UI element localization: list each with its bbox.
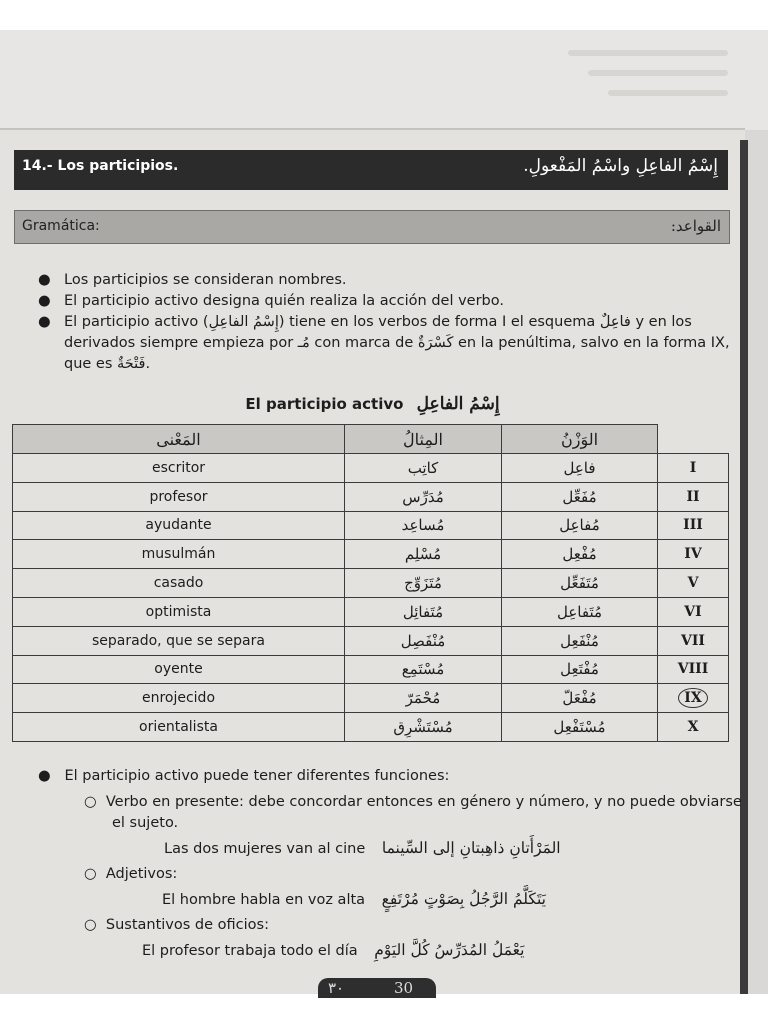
circled-form-mark: IX (678, 688, 707, 708)
example-spanish: El hombre habla en voz alta (162, 892, 366, 908)
grammar-bullet-list (38, 270, 732, 375)
table-row (13, 655, 729, 684)
cell-form: II (658, 482, 729, 511)
cell-meaning: profesor (13, 482, 345, 511)
chapter-title: 14.- Los participios. (22, 158, 179, 174)
page-number-arabic: ٣٠ (328, 979, 345, 997)
cell-meaning: optimista (13, 597, 345, 626)
bullet-item (38, 312, 732, 375)
functions-intro (38, 766, 449, 787)
page-number: 30 (394, 979, 414, 997)
bullet-item (38, 291, 732, 312)
example-arabic: يَتَكَلَّمُ الرَّجُلُ بِصَوْتٍ مُرْتَفِعٍ (381, 890, 546, 908)
faint-text-line (588, 70, 728, 76)
bullet-text-part: con marca de (314, 335, 414, 351)
arabic-term: فاعِلٌ (599, 314, 631, 330)
header-example (345, 425, 502, 454)
table-title-arabic: إِسْمُ الفاعِلِ (416, 394, 500, 414)
cell-example: مُتَفائِل (345, 597, 502, 626)
table-row (13, 569, 729, 598)
cell-example: مُتَزَوِّج (345, 569, 502, 598)
table-row (13, 713, 729, 742)
example-arabic: المَرْأَتانِ ذاهِبتانِ إلى السِّينما (381, 839, 561, 857)
cell-pattern: مُفاعِل (502, 511, 658, 540)
table-row (13, 454, 729, 483)
table-row (13, 684, 729, 713)
cell-pattern: مُنْفَعِل (502, 626, 658, 655)
function-label-text: Verbo en presente: debe concordar entonces en género y número, y no puede obviarse (105, 794, 742, 810)
cell-example: مُسْلِم (345, 540, 502, 569)
example-spanish: Las dos mujeres van al cine (164, 841, 366, 857)
cell-form (658, 684, 729, 713)
table-header-row (13, 425, 729, 454)
cell-meaning: orientalista (13, 713, 345, 742)
cell-pattern: مُتَفَعِّل (502, 569, 658, 598)
example-arabic: يَعْمَلُ المُدَرِّسُ كُلَّ اليَوْمِ (374, 941, 525, 959)
cell-meaning: separado, que se separa (13, 626, 345, 655)
bullet-icon: ● (38, 314, 51, 330)
cell-meaning: casado (13, 569, 345, 598)
bullet-text: El participio activo designa quién realiza la acción del verbo. (64, 293, 504, 309)
bullet-text-part: en la penúltima, salvo en la forma IX, que es (64, 335, 730, 372)
header-meaning-text: المَعْنى (156, 429, 201, 449)
function-label-text: Adjetivos: (105, 866, 178, 882)
bullet-icon: ● (38, 293, 51, 309)
chapter-title-arabic: إِسْمُ الفاعِلِ واسْمُ المَفْعولِ. (523, 156, 718, 176)
cell-form: VIII (658, 655, 729, 684)
table-row (13, 597, 729, 626)
cell-meaning: oyente (13, 655, 345, 684)
section-heading: Gramática: (22, 218, 100, 234)
cell-example: مُدَرِّس (345, 482, 502, 511)
cell-form: I (658, 454, 729, 483)
function-example (162, 889, 546, 911)
cell-form: III (658, 511, 729, 540)
cell-meaning: escritor (13, 454, 345, 483)
cell-pattern: مُفَعِّل (502, 482, 658, 511)
function-item-label-cont: el sujeto. (112, 815, 179, 831)
arabic-term: مُـ (297, 335, 310, 351)
function-example (164, 838, 561, 860)
cell-pattern: مُفْتَعِل (502, 655, 658, 684)
page-number-tab (318, 978, 436, 998)
table-row (13, 482, 729, 511)
cell-form: X (658, 713, 729, 742)
circle-bullet-icon: ○ (84, 917, 97, 933)
table-title (0, 394, 745, 414)
table-row (13, 511, 729, 540)
photo-background-top (0, 0, 768, 30)
participle-table (12, 424, 729, 742)
cell-pattern: مُتَفاعِل (502, 597, 658, 626)
bullet-text-part: . (145, 356, 151, 372)
cell-meaning: ayudante (13, 511, 345, 540)
faint-text-line (568, 50, 728, 56)
chapter-title-bar (14, 150, 728, 190)
functions-intro-text: El participio activo puede tener diferentes funciones: (64, 768, 450, 784)
bullet-icon: ● (38, 272, 51, 288)
photo-background-bottom (0, 994, 768, 1024)
bullet-item (38, 270, 732, 291)
cell-example: مُسْتَشْرِق (345, 713, 502, 742)
circle-bullet-icon: ○ (84, 866, 97, 882)
function-label-text: Sustantivos de oficios: (105, 917, 269, 933)
cell-pattern: مُفْعَلّ (502, 684, 658, 713)
bullet-icon: ● (38, 768, 51, 784)
function-item-label (84, 915, 269, 936)
bullet-text: Los participios se consideran nombres. (64, 272, 347, 288)
cell-example: مُسْتَمِع (345, 655, 502, 684)
cell-pattern: مُفْعِل (502, 540, 658, 569)
arabic-term: إِسْمُ الفاعِلِ (208, 314, 279, 330)
arabic-term: كَسْرَةٌ (417, 335, 454, 351)
header-pattern (502, 425, 658, 454)
cell-example: مُساعِد (345, 511, 502, 540)
bullet-text-part: y en los derivados siempre empieza por (64, 314, 692, 351)
faint-text-line (608, 90, 728, 96)
bullet-text-part: El participio activo ( (64, 314, 209, 330)
function-item-label (84, 792, 742, 813)
table-row (13, 626, 729, 655)
function-example (142, 940, 524, 962)
cell-pattern: مُسْتَفْعِل (502, 713, 658, 742)
function-item-label (84, 864, 177, 885)
header-pattern-text: الوَزْنُ (560, 429, 599, 449)
circle-bullet-icon: ○ (84, 794, 97, 810)
section-heading-bar (14, 210, 730, 244)
header-example-text: المِثالُ (403, 429, 443, 449)
cell-meaning: enrojecido (13, 684, 345, 713)
cell-example: مُحْمَرّ (345, 684, 502, 713)
cell-form: V (658, 569, 729, 598)
arabic-term: فَتْحَةٌ (117, 356, 146, 372)
section-heading-arabic: القواعد: (670, 217, 721, 235)
cell-form: VI (658, 597, 729, 626)
cell-form: VII (658, 626, 729, 655)
table-row (13, 540, 729, 569)
bullet-text-part: ) tiene en los verbos de forma I el esquema (278, 314, 596, 330)
cell-example: كاتِب (345, 454, 502, 483)
example-spanish: El profesor trabaja todo el día (142, 943, 358, 959)
cell-pattern: فاعِل (502, 454, 658, 483)
header-blank (658, 425, 729, 454)
cell-form: IV (658, 540, 729, 569)
header-meaning (13, 425, 345, 454)
page-edge-shadow (740, 140, 748, 995)
previous-page-edge (0, 30, 768, 130)
cell-example: مُنْفَصِل (345, 626, 502, 655)
cell-meaning: musulmán (13, 540, 345, 569)
table-title-text: El participio activo (245, 395, 404, 413)
